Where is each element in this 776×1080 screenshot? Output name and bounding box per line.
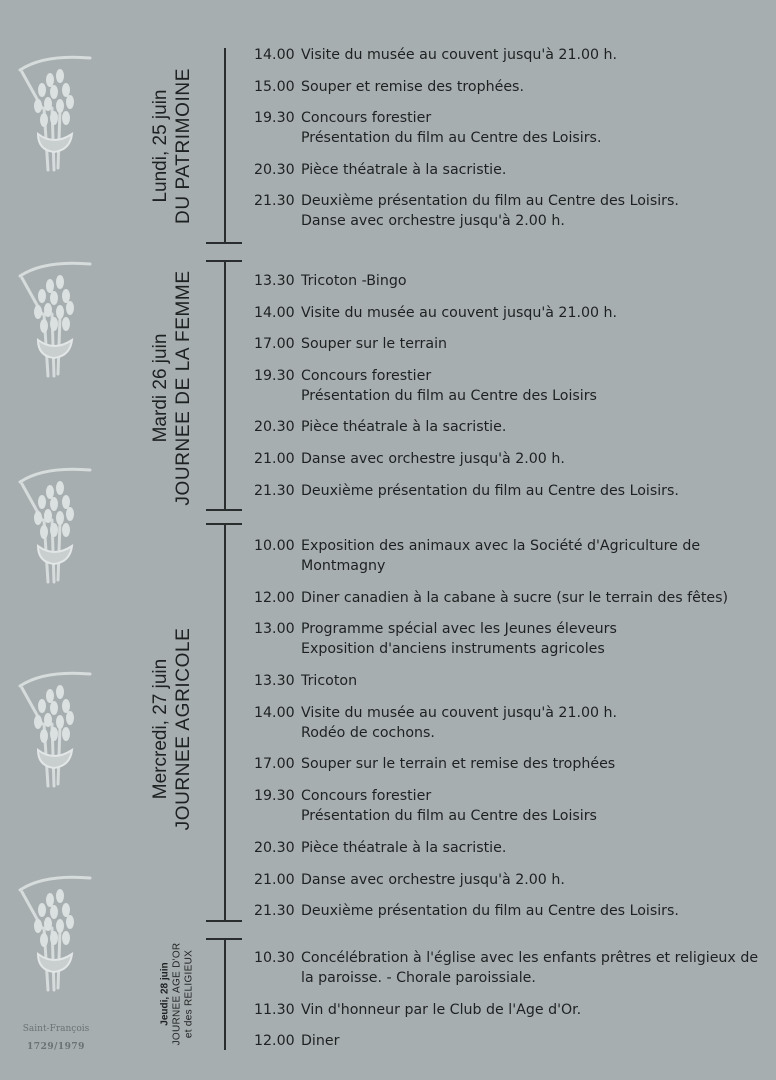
event-description bbox=[301, 366, 764, 406]
event-time: 21.30 bbox=[254, 903, 295, 920]
schedule-event bbox=[254, 108, 764, 148]
schedule-event bbox=[254, 191, 764, 231]
timeline-separator bbox=[206, 242, 242, 244]
event-line: Souper et remise des trophées. bbox=[301, 78, 524, 95]
event-line: Deuxième présentation du film au Centre des Loisirs. bbox=[301, 482, 679, 499]
event-line: Présentation du film au Centre des Loisirs bbox=[301, 808, 597, 825]
event-description bbox=[301, 948, 764, 988]
event-time: 19.30 bbox=[254, 110, 295, 126]
event-description bbox=[301, 303, 764, 323]
wheat-sheaf-icon bbox=[14, 870, 96, 996]
schedule-event bbox=[254, 481, 764, 501]
schedule-event bbox=[254, 588, 764, 608]
event-line: Montmagny bbox=[301, 558, 386, 574]
schedule-event bbox=[254, 417, 764, 437]
event-time: 13.30 bbox=[254, 273, 295, 289]
timeline-line bbox=[224, 523, 226, 921]
event-line: Concours forestier bbox=[301, 788, 432, 805]
event-time: 21.00 bbox=[254, 871, 295, 888]
day-theme: JOURNEE AGE D'OR bbox=[171, 942, 183, 1046]
event-description bbox=[301, 77, 764, 97]
event-time: 21.00 bbox=[254, 450, 295, 467]
event-line: Pièce théatrale à la sacristie. bbox=[301, 839, 507, 856]
event-line: Concours forestier bbox=[301, 367, 432, 384]
day-theme: DU PATRIMOINE bbox=[173, 68, 194, 224]
event-time: 14.00 bbox=[254, 304, 295, 321]
day-date: Lundi, 25 juin bbox=[149, 89, 171, 203]
event-line: la paroisse. - Chorale paroissiale. bbox=[301, 970, 536, 986]
event-description bbox=[301, 838, 764, 858]
day-heading-wednesday bbox=[149, 628, 195, 831]
event-description bbox=[301, 45, 764, 65]
event-description bbox=[301, 703, 764, 743]
event-line: Concélébration à l'église avec les enfants prêtres et religieux de bbox=[301, 950, 759, 966]
event-line: Pièce théatrale à la sacristie. bbox=[301, 419, 507, 436]
timeline-separator bbox=[206, 509, 242, 511]
event-time: 10.30 bbox=[254, 950, 295, 966]
schedule-event bbox=[254, 160, 764, 180]
schedule-thursday bbox=[254, 948, 764, 1051]
event-line: Tricoton bbox=[301, 673, 358, 690]
event-time: 10.00 bbox=[254, 538, 295, 554]
event-description bbox=[301, 417, 764, 437]
day-theme: JOURNEE AGRICOLE bbox=[173, 627, 194, 831]
event-line: Diner bbox=[301, 1033, 340, 1049]
event-line: Pièce théatrale à la sacristie. bbox=[301, 161, 507, 178]
event-line: Souper sur le terrain et remise des trophées bbox=[301, 756, 616, 773]
event-line: Présentation du film au Centre des Loisirs. bbox=[301, 130, 602, 146]
schedule-event bbox=[254, 536, 764, 576]
schedule-event bbox=[254, 303, 764, 323]
wheat-sheaf-icon bbox=[14, 50, 96, 176]
schedule-tuesday bbox=[254, 271, 764, 501]
schedule-event bbox=[254, 1000, 764, 1020]
schedule-event bbox=[254, 838, 764, 858]
event-time: 20.30 bbox=[254, 161, 295, 178]
wheat-sheaf-icon bbox=[14, 666, 96, 792]
schedule-wednesday bbox=[254, 536, 764, 921]
timeline-line bbox=[224, 260, 226, 510]
event-line: Exposition des animaux avec la Société d'Agriculture de bbox=[301, 538, 701, 554]
schedule-event bbox=[254, 45, 764, 65]
event-line: Danse avec orchestre jusqu'à 2.00 h. bbox=[301, 871, 565, 888]
event-line: Rodéo de cochons. bbox=[301, 724, 435, 741]
event-time: 21.30 bbox=[254, 482, 295, 499]
event-line: Présentation du film au Centre des Loisirs bbox=[301, 387, 597, 404]
schedule-event bbox=[254, 77, 764, 97]
footer-mark bbox=[14, 1020, 98, 1056]
event-line: Visite du musée au couvent jusqu'à 21.00 h. bbox=[301, 704, 618, 721]
event-description bbox=[301, 619, 764, 659]
day-theme-secondary: et des RELIGIEUX bbox=[184, 949, 196, 1039]
event-description bbox=[301, 536, 764, 576]
schedule-event bbox=[254, 948, 764, 988]
event-time: 17.00 bbox=[254, 336, 295, 353]
event-time: 15.00 bbox=[254, 78, 295, 95]
schedule-event bbox=[254, 449, 764, 469]
event-line: Visite du musée au couvent jusqu'à 21.00 h. bbox=[301, 47, 618, 63]
event-time: 13.30 bbox=[254, 673, 295, 690]
day-date: Jeudi, 28 juin bbox=[159, 962, 171, 1026]
wheat-sheaf-icon bbox=[14, 256, 96, 382]
schedule-event bbox=[254, 671, 764, 691]
event-line: Souper sur le terrain bbox=[301, 336, 447, 353]
event-time: 12.00 bbox=[254, 1033, 295, 1049]
event-description bbox=[301, 108, 764, 148]
event-description bbox=[301, 754, 764, 774]
footer-years: 1729/1979 bbox=[27, 1042, 85, 1052]
timeline-line bbox=[224, 48, 226, 243]
schedule-event bbox=[254, 619, 764, 659]
event-description bbox=[301, 334, 764, 354]
schedule-event bbox=[254, 1031, 764, 1051]
event-line: Concours forestier bbox=[301, 110, 432, 126]
event-line: Vin d'honneur par le Club de l'Age d'Or. bbox=[301, 1001, 582, 1018]
event-line: Deuxième présentation du film au Centre des Loisirs. bbox=[301, 903, 679, 920]
day-heading-monday bbox=[149, 68, 195, 224]
schedule-event bbox=[254, 366, 764, 406]
event-line: Programme spécial avec les Jeunes éleveurs bbox=[301, 621, 617, 638]
timeline-line bbox=[224, 938, 226, 1050]
schedule-event bbox=[254, 786, 764, 826]
event-line: Danse avec orchestre jusqu'à 2.00 h. bbox=[301, 213, 565, 229]
day-date: Mercredi, 27 juin bbox=[149, 658, 171, 800]
event-time: 12.00 bbox=[254, 589, 295, 606]
timeline-separator bbox=[206, 920, 242, 922]
event-time: 21.30 bbox=[254, 193, 295, 209]
day-heading-thursday bbox=[160, 943, 197, 1046]
event-time: 14.00 bbox=[254, 704, 295, 721]
schedule-event bbox=[254, 703, 764, 743]
event-description bbox=[301, 786, 764, 826]
event-description bbox=[301, 870, 764, 890]
event-line: Tricoton -Bingo bbox=[301, 273, 407, 289]
event-time: 11.30 bbox=[254, 1001, 295, 1018]
day-heading-tuesday bbox=[149, 270, 195, 505]
event-line: Visite du musée au couvent jusqu'à 21.00 h. bbox=[301, 304, 618, 321]
event-description bbox=[301, 160, 764, 180]
event-time: 19.30 bbox=[254, 367, 295, 384]
schedule-event bbox=[254, 754, 764, 774]
event-description bbox=[301, 1000, 764, 1020]
schedule-event bbox=[254, 334, 764, 354]
event-description bbox=[301, 449, 764, 469]
event-line: Diner canadien à la cabane à sucre (sur le terrain des fêtes) bbox=[301, 589, 729, 606]
event-description bbox=[301, 901, 764, 921]
event-description bbox=[301, 271, 764, 291]
schedule-event bbox=[254, 870, 764, 890]
footer-place: Saint-François bbox=[22, 1024, 90, 1034]
day-theme: JOURNEE DE LA FEMME bbox=[173, 270, 194, 506]
wheat-sheaf-icon bbox=[14, 462, 96, 588]
event-line: Exposition d'anciens instruments agricoles bbox=[301, 641, 605, 658]
event-description bbox=[301, 671, 764, 691]
event-line: Danse avec orchestre jusqu'à 2.00 h. bbox=[301, 450, 565, 467]
event-time: 20.30 bbox=[254, 419, 295, 436]
event-description bbox=[301, 191, 764, 231]
event-description bbox=[301, 481, 764, 501]
event-time: 17.00 bbox=[254, 756, 295, 773]
event-description bbox=[301, 1031, 764, 1051]
event-time: 20.30 bbox=[254, 839, 295, 856]
event-time: 13.00 bbox=[254, 621, 295, 638]
day-date: Mardi 26 juin bbox=[149, 333, 171, 443]
schedule-event bbox=[254, 901, 764, 921]
event-line: Deuxième présentation du film au Centre des Loisirs. bbox=[301, 193, 679, 209]
schedule-monday bbox=[254, 45, 764, 231]
schedule-event bbox=[254, 271, 764, 291]
event-description bbox=[301, 588, 764, 608]
event-time: 19.30 bbox=[254, 788, 295, 805]
event-time: 14.00 bbox=[254, 47, 295, 63]
